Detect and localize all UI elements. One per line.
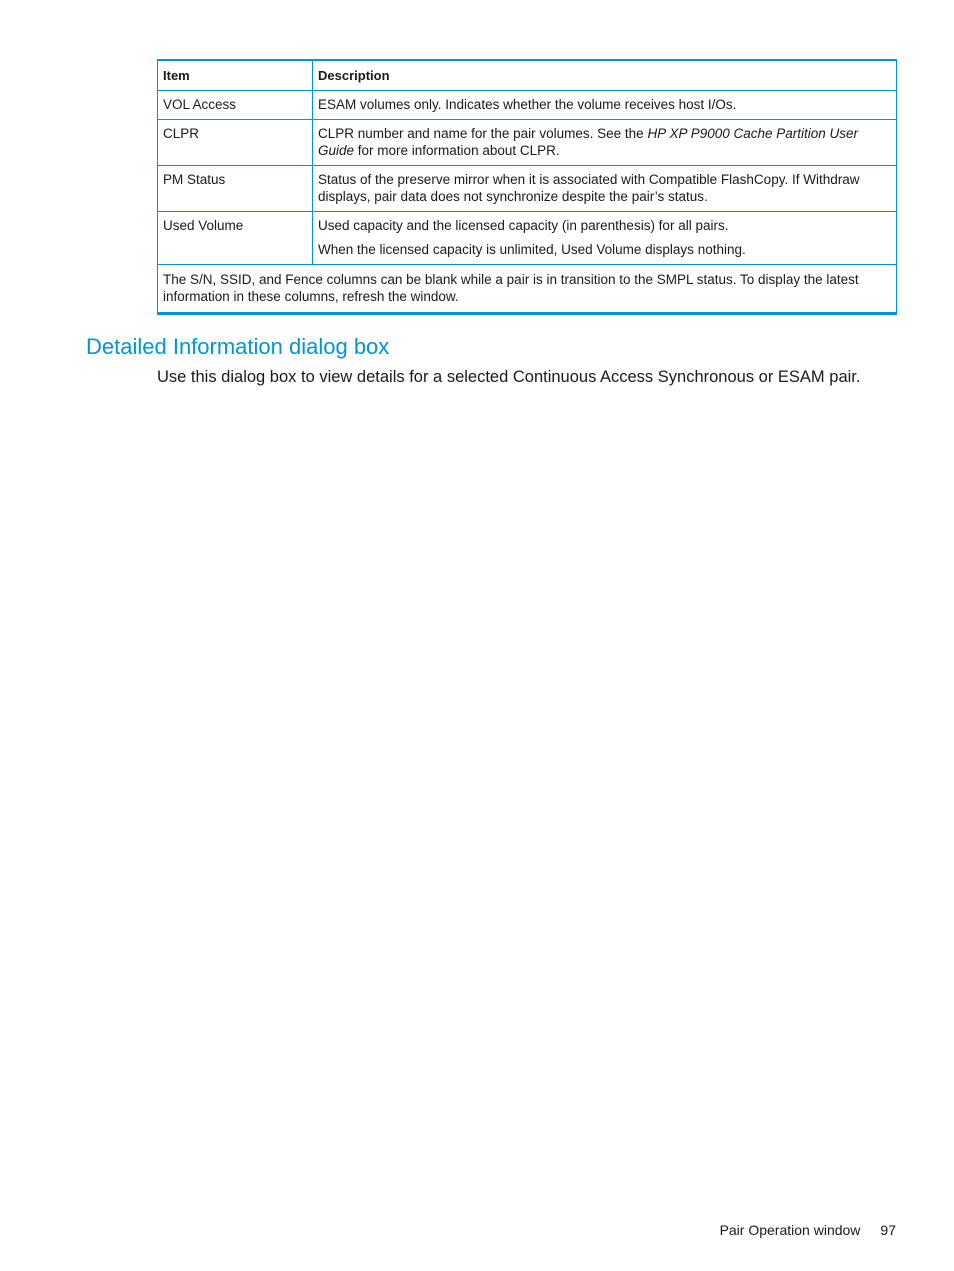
description-text: [318, 125, 891, 159]
row-description: [313, 91, 897, 120]
header-description: Description: [313, 60, 897, 91]
row-item: CLPR: [158, 120, 313, 166]
guide-reference: HP XP P9000 Cache Partition User Guide: [318, 126, 859, 158]
description-text: Status of the preserve mirror when it is associated with Compatible FlashCopy. If Withdraw displays, pair data does not synchronize despite the pair’s status.: [318, 172, 860, 204]
table-header-row: [158, 60, 897, 91]
row-description: [313, 166, 897, 212]
table-row: [158, 212, 897, 265]
row-description: [313, 212, 897, 265]
table-note-row: [158, 265, 897, 314]
description-text: Used capacity and the licensed capacity (in parenthesis) for all pairs.: [318, 218, 729, 233]
page-footer: [720, 1222, 896, 1238]
row-item: PM Status: [158, 166, 313, 212]
description-text-part: for more information about CLPR.: [354, 143, 560, 158]
description-text: ESAM volumes only. Indicates whether the volume receives host I/Os.: [318, 97, 737, 112]
row-item: VOL Access: [158, 91, 313, 120]
section-title: Detailed Information dialog box: [86, 334, 390, 359]
table-row: [158, 120, 897, 166]
table-row: [158, 166, 897, 212]
table-note: The S/N, SSID, and Fence columns can be blank while a pair is in transition to the SMPL status. To display the latest information in these columns, refresh the window.: [158, 265, 897, 314]
description-text-part: CLPR number and name for the pair volumes. See the: [318, 126, 648, 141]
row-item: Used Volume: [158, 212, 313, 265]
description-table: [157, 59, 897, 315]
page-number: 97: [880, 1222, 896, 1238]
table-row: [158, 91, 897, 120]
footer-label: Pair Operation window: [719, 1222, 861, 1238]
section-body: Use this dialog box to view details for a selected Continuous Access Synchronous or ESAM pair.: [157, 368, 861, 386]
row-description: [313, 120, 897, 166]
header-item: Item: [158, 60, 313, 91]
description-text: When the licensed capacity is unlimited, Used Volume displays nothing.: [318, 242, 746, 257]
